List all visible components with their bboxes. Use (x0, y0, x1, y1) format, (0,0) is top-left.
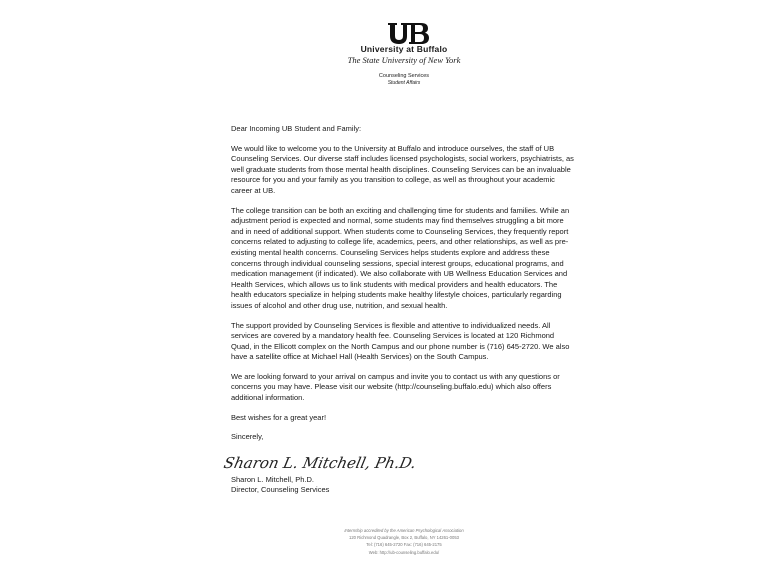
salutation: Dear Incoming UB Student and Family: (231, 124, 362, 133)
paragraph-wishes: Best wishes for a great year! (231, 412, 327, 422)
signer-title: Director, Counseling Services (231, 485, 330, 495)
footer-web: Web: http://ub-counseling.buffalo.edu/ (368, 549, 440, 555)
signature-text: Sharon L. Mitchell, Ph.D. (222, 453, 418, 472)
closing: Sincerely, (231, 432, 264, 442)
handwritten-signature (222, 449, 418, 475)
footer-phone: Tel: (716) 645-2720 Fax: (716) 645-2175 (366, 542, 442, 548)
signer-name: Sharon L. Mitchell, Ph.D. (231, 474, 314, 484)
division-name: Student Affairs (387, 80, 421, 86)
footer (0, 527, 768, 556)
paragraph-transition: The college transition can be both an exciting and challenging time for students and families. While an adjustment period is expected and normal, some students may find themselves struggling a bit more and in need of additional support. When students come to Counseling Services, they frequently report concerns related to adjusting to college life, academics, peers, and other relationships, as well as pre-existing mental health concerns. Counseling Services helps students explore and address these concerns through individual counseling sessions, special interest groups, educational programs, and medication management (if indicated). We also collaborate with UB Wellness Education Services and Health Services, which allows us to link students with medical providers and health educators. The health educators specialize in helping students make healthy lifestyle choices, particularly regarding issues of alcohol and other drug use, nutrition, and sexual health. (231, 205, 570, 310)
department-name: Counseling Services (378, 73, 430, 79)
university-system: The State University of New York (347, 55, 461, 65)
paragraph-welcome: We would like to welcome you to the University at Buffalo and introduce ourselves, the staff of UB Counseling Services. Our diverse staff includes licensed psychologists, social workers, psychiatrists, as well graduate students from those mental health disciplines. Counseling Services can be an invaluable resource for you and your family as you transition to college, as well as throughout your academic career at UB. (231, 143, 574, 195)
letter-body (222, 124, 576, 496)
footer-address: 120 Richmond Quadrangle, Box 2, Buffalo, NY 14261-0053 (349, 535, 459, 541)
paragraph-support: The support provided by Counseling Services is flexible and attentive to individualized needs. All services are covered by a mandatory health fee. Counseling Services is located at 120 Richmond Quad, in the Ellicott complex on the North Campus and our phone number is (716) 645-2720. We also have a satellite office at Michael Hall (Health Services) on the South Campus. (231, 320, 570, 362)
university-name: University at Buffalo (360, 44, 448, 54)
paragraph-contact: We are looking forward to your arrival on campus and invite you to contact us with any questions or concerns you may have. Please visit our website (http://counseling.buffalo.edu) which also offers additional information. (231, 371, 560, 403)
footer-accreditation: Internship accredited by the American Psychological Association (344, 528, 464, 533)
